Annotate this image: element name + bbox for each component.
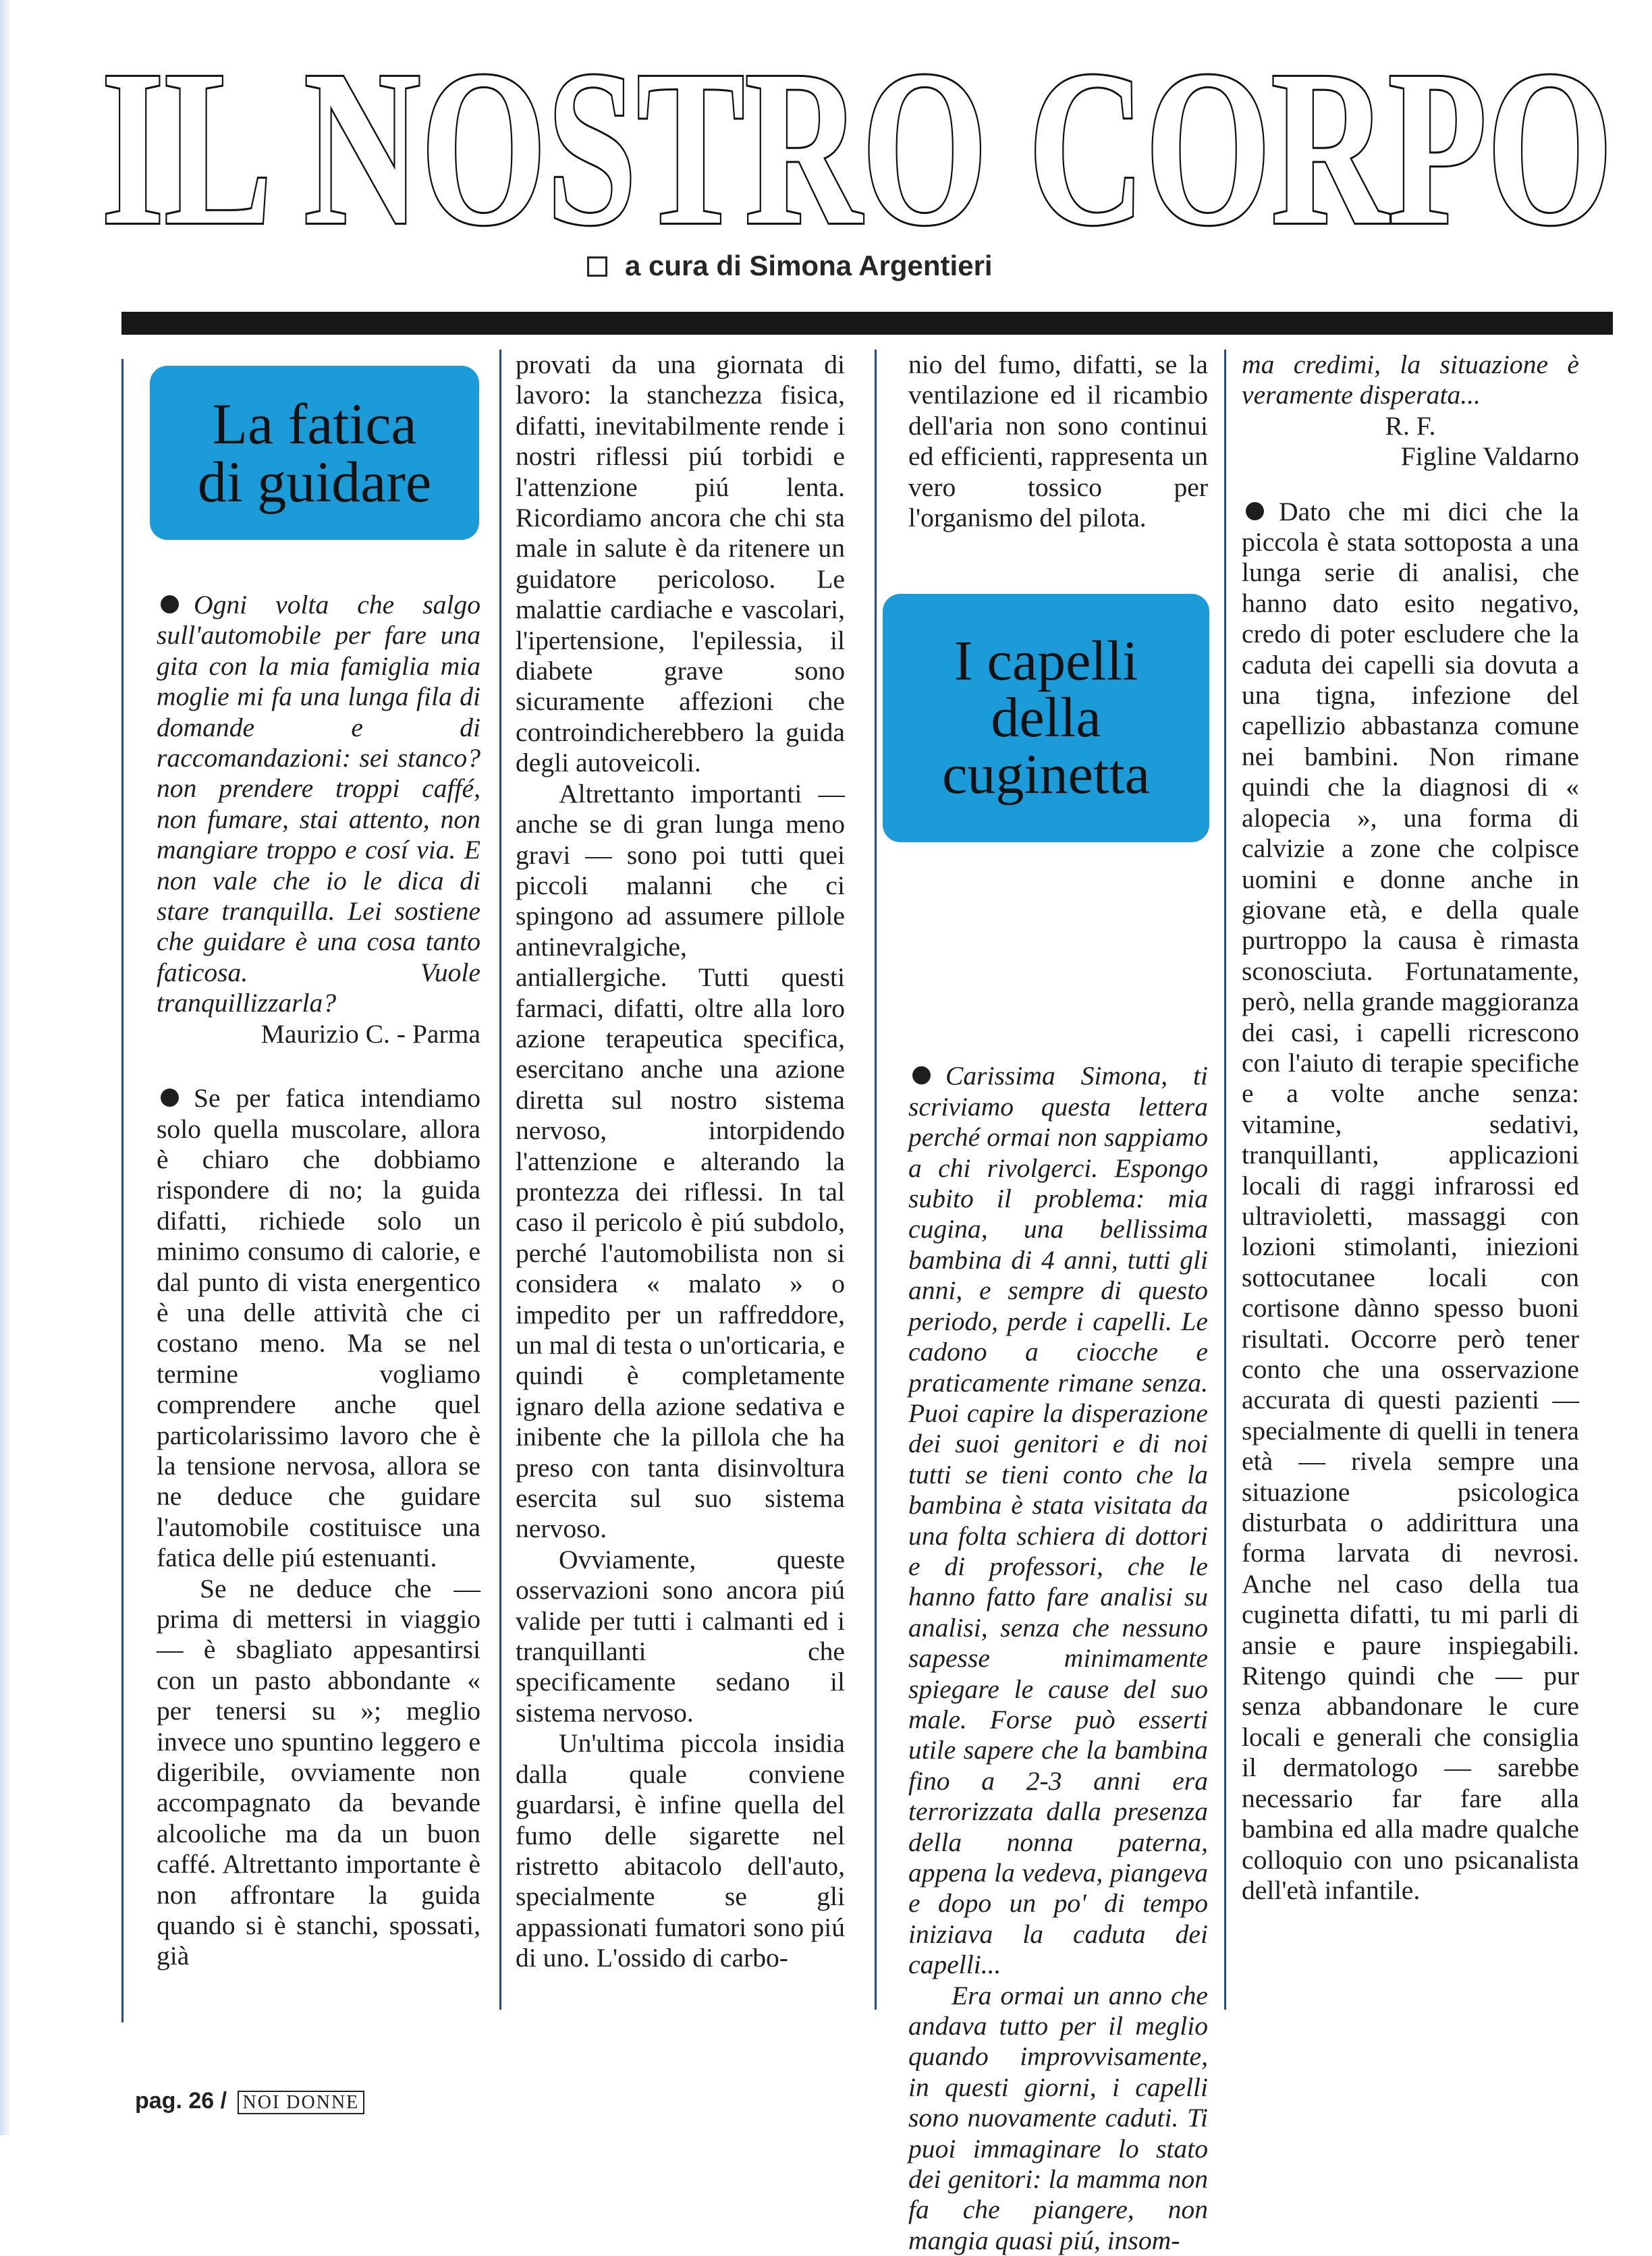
- column-rule-2: [499, 350, 501, 2010]
- column-rule-3: [875, 350, 877, 2010]
- header-rule: [121, 312, 1613, 335]
- column-1: [157, 590, 480, 1972]
- bullet-icon: [912, 1066, 931, 1084]
- answer-paragraph: Dato che mi dici che la piccola è stata sottoposta a una lunga serie di analisi, che hanno dato esito negativo, credo di poter escludere che la caduta dei capelli sia dovuta a una tigna, infezione del capellizio abbastanza comune nei bambini. Non rimane quindi che la diagnosi di « alopecia », una forma di calvizie a zone che colpisce uomini e donne anche in giovane età, e della quale purtroppo la causa è rimasta sconosciuta. Fortunatamente, però, nella grande maggioranza dei casi, i capelli ricrescono con l'aiuto di terapie specifiche e a volte anche senza: vitamine, sedativi, tranquillanti, applicazioni locali di raggi infrarossi ed ultravioletti, massaggi con lozioni stimolanti, iniezioni sottocutanee locali con cortisone dànno spesso buoni risultati. Occorre però tener conto che una osservazione accurata di questi pazienti — specialmente di quelli in tenera età — rivela sempre una situazione psicologica disturbata o addirittura una forma larvata di nevrosi. Anche nel caso della tua cuginetta difatti, tu mi parli di ansie e paure inspiegabili. Ritengo quindi che — pur senza abbandonare le cure locali e generali che consiglia il dermatologo — sarebbe necessario far fare alla bambina ed alla madre qualche colloquio con uno psicanalista dell'età infantile.: [1242, 496, 1579, 1905]
- page-edge: [0, 0, 9, 2135]
- answer-paragraph: Un'ultima piccola insidia dalla quale conviene guardarsi, è infine quella del fumo delle sigarette nel ristretto abitacolo dell'auto, specialmente se gli appassionati fumatori sono piú di uno. L'ossido di carbo-: [516, 1728, 845, 1973]
- heading-line: cuginetta: [942, 743, 1150, 806]
- byline-text: a cura di Simona Argentieri: [625, 250, 993, 281]
- publication-logo: NOI DONNE: [238, 2091, 365, 2114]
- answer-paragraph: Se ne deduce che — prima di mettersi in viaggio — è sbagliato appesantirsi con un pasto abbondante « per tenersi su »; meglio invece uno spuntino leggero e digeribile, ovviamente non accompagnato da bevande alcooliche ma da un buon caffé. Altrettanto importante è non affrontare la guida quando si è stanchi, spossati, già: [157, 1573, 480, 1971]
- answer-paragraph: Se per fatica intendiamo solo quella muscolare, allora è chiaro che dobbiamo rispondere di no; la guida difatti, richiede solo un minimo consumo di calorie, e dal punto di vista energentico è una delle attività che ci costano meno. Ma se nel termine vogliamo comprendere anche quel particolarissimo lavoro che è la tensione nervosa, allora se ne deduce che guidare l'automobile costituisce una fatica delle piú estenuanti.: [157, 1083, 480, 1573]
- column-4: [1242, 350, 1579, 1906]
- heading-line: I capelli: [954, 630, 1138, 692]
- letter-signature-place: Figline Valdarno: [1400, 441, 1579, 472]
- masthead-text: IL NOSTRO CORPO: [101, 62, 1613, 244]
- page-footer: [135, 2088, 364, 2114]
- heading-box-fatica: [150, 366, 479, 540]
- letter-paragraph: Carissima Simona, ti scriviamo questa lettera perché ormai non sappiamo a chi rivolgerci. Espongo subito il problema: mia cugina, una bellissima bambina di 4 anni, tutti gli anni, e sempre di questo periodo, perde i capelli. Le cadono a ciocche e praticamente rimane senza. Puoi capire la disperazione dei suoi genitori e di noi tutti se tieni conto che la bambina è stata visitata da una folta schiera di dottori e di professori, che le hanno fatto fare analisi su analisi, senza che nessuno sapesse minimamente spiegare le cause del suo male. Forse può esserti utile sapere che la bambina fino a 2-3 anni era terrorizzata dalla presenza della nonna paterna, appena la vedeva, piangeva e dopo un po' di tempo iniziava la caduta dei capelli...: [908, 1061, 1208, 1980]
- column-2: [516, 350, 845, 1974]
- heading-line: della: [991, 686, 1101, 749]
- byline: [587, 250, 993, 282]
- heading-box-spacer: [908, 533, 1208, 1061]
- column-3: [908, 350, 1208, 2256]
- letter-paragraph: Era ormai un anno che andava tutto per il meglio quando improvvisamente, in questi giorni, i capelli sono nuovamente caduti. Ti puoi immaginare lo stato dei genitori: la mamma non fa che piangere, non mangia quasi piú, insom-: [908, 1980, 1208, 2255]
- page-number: pag. 26 /: [135, 2088, 227, 2114]
- letter-paragraph: ma credimi, la situazione è veramente disperata...: [1242, 350, 1579, 410]
- bullet-icon: [161, 595, 179, 613]
- bullet-icon: [161, 1089, 179, 1107]
- letter-signature: R. F.: [1385, 410, 1436, 441]
- bullet-icon: [1246, 502, 1264, 520]
- answer-paragraph: provati da una giornata di lavoro: la stanchezza fisica, difatti, inevitabilmente rende i nostri riflessi piú torbidi e l'attenzione piú lenta. Ricordiamo ancora che chi sta male in salute è da ritenere un guidatore pericoloso. Le malattie cardiache e vascolari, l'ipertensione, l'epilessia, il diabete grave sono sicuramente affezioni che controindicherebbero la guida degli autoveicoli.: [516, 350, 845, 778]
- heading-line: La fatica: [212, 391, 417, 456]
- column-rule-4: [1224, 350, 1226, 2010]
- answer-paragraph: Altrettanto importanti — anche se di gran lunga meno gravi — sono poi tutti quei piccoli malanni che ci spingono ad assumere pillole antinevralgiche, antiallergiche. Tutti questi farmaci, difatti, oltre alla loro azione terapeutica specifica, esercitano anche una azione diretta sul nostro sistema nervoso, intorpidendo l'attenzione e alterando la prontezza dei riflessi. In tal caso il pericolo è piú subdolo, perché l'automobilista non si considera « malato » o impedito per un raffreddore, un mal di testa o un'orticaria, e quindi è completamente ignaro della azione sedativa e inibente che la pillola che ha preso con tanta disinvoltura esercita sul suo sistema nervoso.: [516, 778, 845, 1544]
- heading-line: di guidare: [197, 449, 432, 514]
- answer-paragraph: nio del fumo, difatti, se la ventilazione ed il ricambio dell'aria non sono continui ed efficienti, rappresenta un vero tossico per l'organismo del pilota.: [908, 350, 1208, 533]
- letter-signature: Maurizio C. - Parma: [260, 1018, 480, 1049]
- letter-paragraph: Ogni volta che salgo sull'automobile per fare una gita con la mia famiglia mia moglie mi fa una lunga fila di domande e di raccomandazioni: sei stanco? non prendere troppi caffé, non fumare, stai attento, non mangiare troppo e cosí via. E non vale che io le dica di stare tranquilla. Lei sostiene che guidare è una cosa tanto faticosa. Vuole tranquillizzarla?: [157, 590, 480, 1018]
- column-rule-1: [121, 359, 123, 2023]
- checkbox-square-icon: [587, 256, 607, 277]
- masthead-title: [94, 62, 1620, 244]
- answer-paragraph: Ovviamente, queste osservazioni sono ancora piú valide per tutti i calmanti ed i tranquillanti che specificamente sedano il sistema nervoso.: [516, 1544, 845, 1728]
